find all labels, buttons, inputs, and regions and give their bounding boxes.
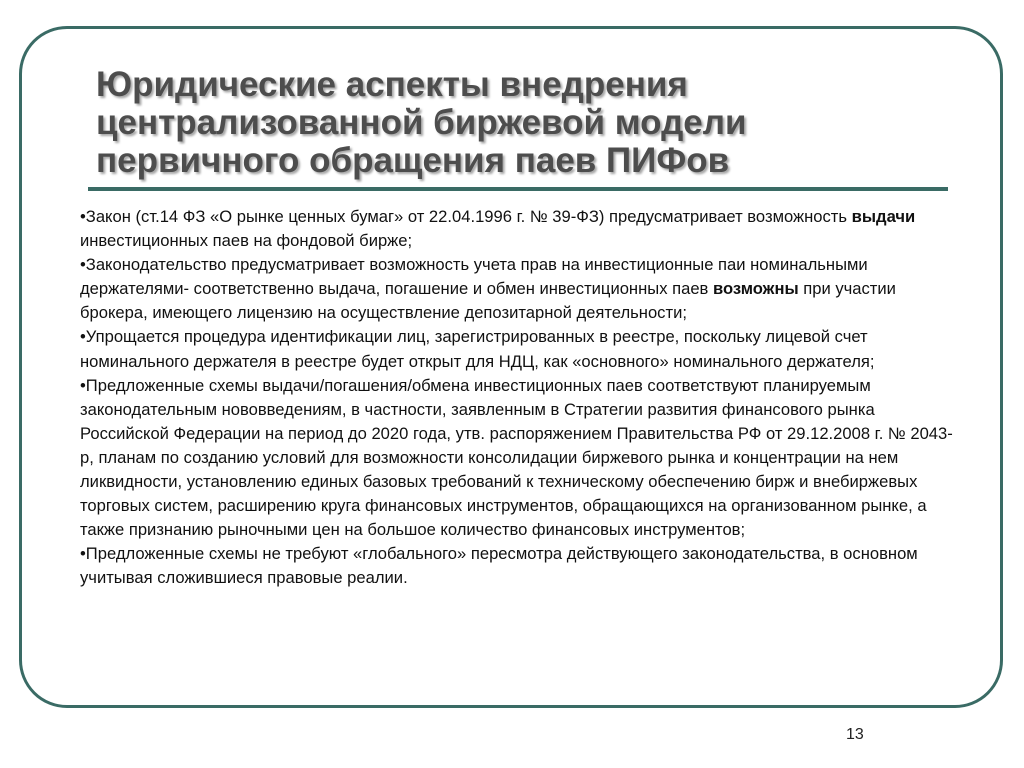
bullet-1 xyxy=(80,205,960,253)
bullet-1-text-a: •Закон (ст.14 ФЗ «О рынке ценных бумаг» от 22.04.1996 г. № 39-ФЗ) предусматривает возможность xyxy=(80,207,852,226)
bullet-2-text-a: •Законодательство предусматривает возможность учета прав на инвестиционные паи номинальными держателями- соответственно выдача, погашение и обмен инвестиционных паев xyxy=(80,255,868,299)
page-number: 13 xyxy=(846,726,864,743)
bullet-4-text: •Предложенные схемы выдачи/погашения/обмена инвестиционных паев соответствуют планируемым законодательным нововведениям, в частности, заявленным в Стратегии развития финансового рынка Российской Федерации на период до 2020 года, утв. распоряжением Правительства РФ от 29.12.2008 г. № 2043-р, планам по созданию условий для возможности консолидации биржевого рынка и концентрации на нем ликвидности, установлению единых базовых требований к техническому обеспечению бирж и внебиржевых торговых систем, расширению круга финансовых инструментов, обращающихся на организованном рынке, а также признанию рыночными цен на большое количество финансовых инструментов; xyxy=(80,375,953,540)
title-line-3: первичного обращения паев ПИФов xyxy=(96,141,730,180)
title-line-1: Юридические аспекты внедрения xyxy=(96,65,688,104)
slide-body xyxy=(80,205,960,591)
bullet-2 xyxy=(80,253,960,325)
bullet-4 xyxy=(80,374,960,543)
bullet-1-bold-term: выдачи xyxy=(851,207,916,226)
bullet-1-text-b: инвестиционных паев на фондовой бирже; xyxy=(80,231,413,251)
title-line-2: централизованной биржевой модели xyxy=(96,103,747,142)
slide-title xyxy=(96,66,956,180)
bullet-5 xyxy=(80,542,960,590)
bullet-5-text: •Предложенные схемы не требуют «глобального» пересмотра действующего законодательства, в основном учитывая сложившиеся правовые реалии. xyxy=(80,544,918,588)
bullet-3 xyxy=(80,325,960,373)
bullet-2-text-b: при участии брокера, имеющего лицензию на осуществление депозитарной деятельности; xyxy=(80,279,896,323)
bullet-2-bold-term: возможны xyxy=(712,279,799,299)
bullet-3-text: •Упрощается процедура идентификации лиц, зарегистрированных в реестре, поскольку лицевой счет номинального держателя в реестре будет открыт для НДЦ, как «основного» номинального держателя; xyxy=(80,327,875,371)
title-underline xyxy=(88,187,948,191)
